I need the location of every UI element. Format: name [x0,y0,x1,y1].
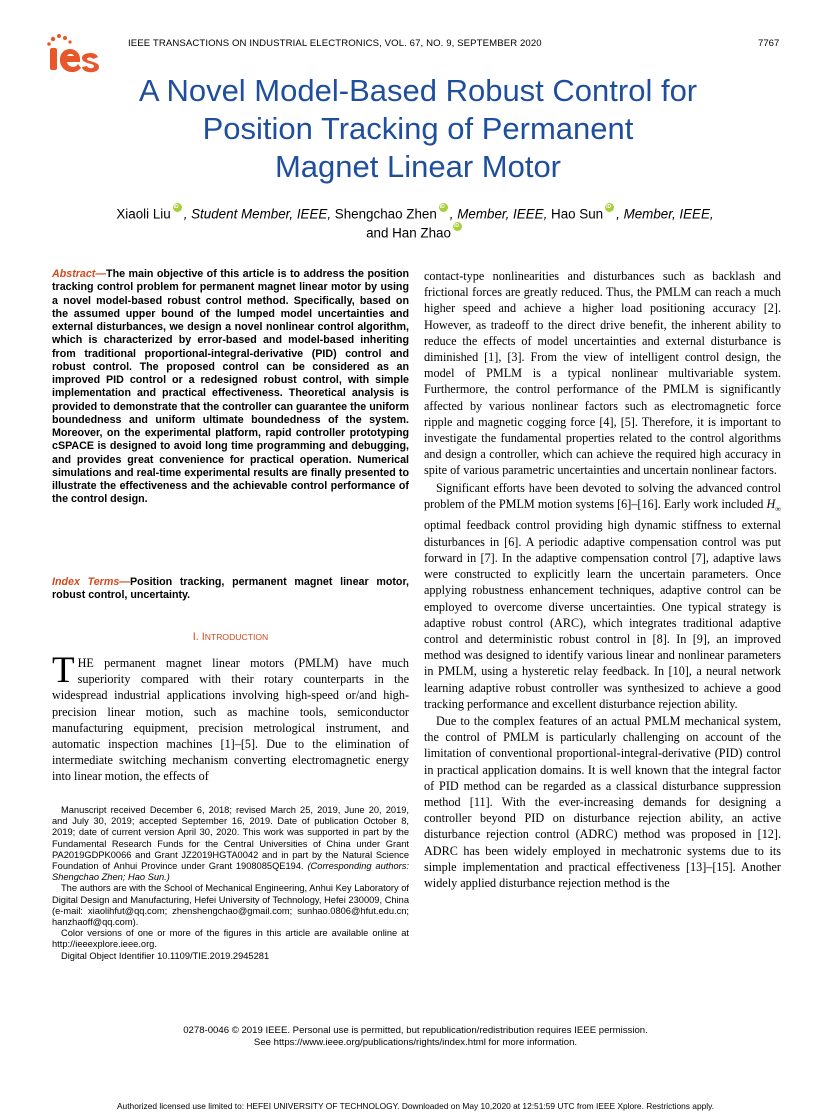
title-line-1: A Novel Model-Based Robust Control for [138,73,698,108]
ies-logo [44,32,102,76]
page-number: 7767 [758,38,780,49]
footnote-manuscript: Manuscript received December 6, 2018; revised March 25, 2019, June 20, 2019, and July 30, 2019; accepted September 16, 2019. Date of publication October 8, 2019; date of current version April 30, 2020. This work was supported in part by the Fundamental Research Funds for the Central Universities of China under Grant PA2019GDPK0066 and Grant JZ2019HGTA0042 and in part by the Natural Science Foundation of Anhui Province under Grant 1908085QE194. [52,805,409,872]
copyright-line-1: 0278-0046 © 2019 IEEE. Personal use is permitted, but republication/redistribution requires IEEE permission. [183,1025,648,1036]
running-header: IEEE TRANSACTIONS ON INDUSTRIAL ELECTRONICS, VOL. 67, NO. 9, SEPTEMBER 2020 [128,38,542,49]
h-infinity [766,496,781,514]
copyright-line-2: See https://www.ieee.org/publications/rights/index.html for more information. [253,1037,578,1048]
index-terms-label: Index Terms— [52,576,130,588]
index-terms-text: Position tracking, permanent magnet linear motor, robust control, uncertainty. [52,576,409,602]
paper-title [60,72,776,186]
section-heading-introduction [52,631,409,643]
author-role: , Member, IEEE, [449,206,548,222]
author-name: and Han Zhao [366,225,451,241]
paragraph: Due to the complex features of an actual PMLM mechanical system, the control of PMLM is particularly challenging on account of the limitation of conventional proportional-integral-derivative (PID) control in practical application domains. It is well known that the integral factor of PID method can be regarded as a classical disturbance suppression method [11]. With the ever-increasing demands for designing a controller beyond PID on disturbance rejection ability, an active disturbance rejection control (ADRC) method was proposed in [12]. ADRC has been widely employed in mechatronic systems due to its simple implementation and practical effectiveness [13]–[15]. Another widely applied disturbance rejection method is the [424,713,781,890]
index-terms [52,576,409,603]
abstract-label: Abstract— [52,268,107,280]
intro-text: permanent magnet linear motors (PMLM) have much superiority compared with their rotary counterparts in the widespread industrial applications involving high-speed or/and high-precision linear motion, such as machine tools, semiconductor manufacturing equipment, precision metrological instrument, and automatic inspection machines [1]–[5]. Due to the elimination of intermediate switching mechanism converting electromagnetic energy into linear motion, the effects of [52,656,409,784]
footnote [52,805,409,962]
author-name: Shengchao Zhen [331,206,437,222]
title-line-3: Magnet Linear Motor [274,149,562,184]
ies-logo-graphic [44,32,102,76]
author-list [40,204,790,243]
author-role: , Student Member, IEEE, [183,206,332,222]
paragraph [424,480,781,712]
paragraph: contact-type nonlinearities and disturbances such as backlash and frictional forces are greatly reduced. Thus, the PMLM can reach a much higher speed and achieve a higher load positioning accuracy [2]. However, as tradeoff to the direct drive benefit, the inherent ability to reduce the effects of model uncertainties and external disturbance is diminished [1], [3]. From the view of intelligent control design, the model of PMLM is a typical nonlinear multivariable system. Furthermore, the control performance of the PMLM is significantly affected by various nonlinear factors such as electromagnetic force ripple and magnetic cogging force [4], [5]. Therefore, it is important to investigate the fundamental properties related to the control algorithms and design a controller, which can achieve the required high accuracy in spite of various parametric uncertainties and uncertain nonlinear factors. [424,269,781,478]
section-title-first: I [201,631,205,643]
footnote-corresponding: (Corresponding authors: Shengchao Zhen; Hao Sun.) [52,861,409,883]
paragraph-text: optimal feedback control providing high dynamic stiffness to external disturbances in [6]. A periodic adaptive compensation control was put forward in [7]. In the adaptive compensation control [7], adaptive laws were constructed to explicitly learn the uncertain parameters. Once applying robustness enhancement techniques, adaptive control can be employed to overcome diverse uncertainties. One typical strategy is adaptive robust control (ARC), which integrates traditional adaptive control and deterministic robust control in [8]. In [9], an improved method was designed to identify various linear and nonlinear parameters in PMLM, using a hysteretic relay feedback. In [10], a neural network learning adaptive robust controller was synthesized to achieve a good tracking performance and excellent disturbance rejection ability. [424,518,781,711]
intro-paragraph [52,650,409,785]
h-symbol: H [766,496,776,511]
footnote-affiliation: The authors are with the School of Mechanical Engineering, Anhui Key Laboratory of Digital Design and Manufacturing, Hefei University of Technology, Hefei 230009, China (e-mail: xiaolihfut@qq.com; zhenshengchao@gmail.com; sunhao.0806@hfut.edu.cn; hanzhaoff@qq.com). [52,883,409,928]
footnote-color-note: Color versions of one or more of the figures in this article are available online at http://ieeexplore.ieee.org. [52,928,409,950]
orcid-icon[interactable] [439,203,448,212]
author-name: Xiaoli Liu [116,206,171,222]
intro-first-word: HE [77,656,94,670]
orcid-icon[interactable] [453,222,462,231]
author-name: Hao Sun [547,206,604,222]
author-role: , Member, IEEE, [616,206,714,222]
abstract-text: The main objective of this article is to address the position tracking control problem for permanent magnet linear motor by using a novel model-based robust control method. Specifically, based on the assumed upper bound of the lumped model uncertainties and external disturbances, we design a novel nonlinear control algorithm, which is characterized by error-based and model-based inheriting from traditional proportional-integral-derivative (PID) control and robust control. The proposed control can be considered as an improved PID control or a redesigned robust control, with simple implementation and practical effectiveness. Theoretical analysis is provided to demonstrate that the controller can guarantee the uniform boundedness and uniform ultimate boundedness of the system. Moreover, on the experimental platform, rapid controller prototyping cSPACE is designed to avoid long time programming and debugging, and provides great convenience for practical operation. Numerical simulations and real-time experimental results are finally presented to illustrate the effectiveness and the achievable control performance of the control design. [52,268,409,506]
paragraph-text: Significant efforts have been devoted to solving the advanced control problem of the PMLM motion systems [6]–[16]. Early work included [424,480,781,511]
section-title-rest: NTRODUCTION [204,632,269,642]
infinity-subscript: ∞ [775,504,781,514]
footnote-doi: Digital Object Identifier 10.1109/TIE.2019.2945281 [61,950,270,961]
license-banner: Authorized licensed use limited to: HEFEI UNIVERSITY OF TECHNOLOGY. Downloaded on May 10,2020 at 12:51:59 UTC from IEEE Xplore. Restrictions apply. [116,1101,715,1111]
title-line-2: Position Tracking of Permanent [202,111,634,146]
drop-cap: T [52,650,75,691]
copyright-notice [40,1025,791,1049]
orcid-icon[interactable] [605,203,614,212]
orcid-icon[interactable] [173,203,182,212]
abstract [52,268,409,507]
right-column [424,268,781,891]
section-number: I. [192,631,202,643]
